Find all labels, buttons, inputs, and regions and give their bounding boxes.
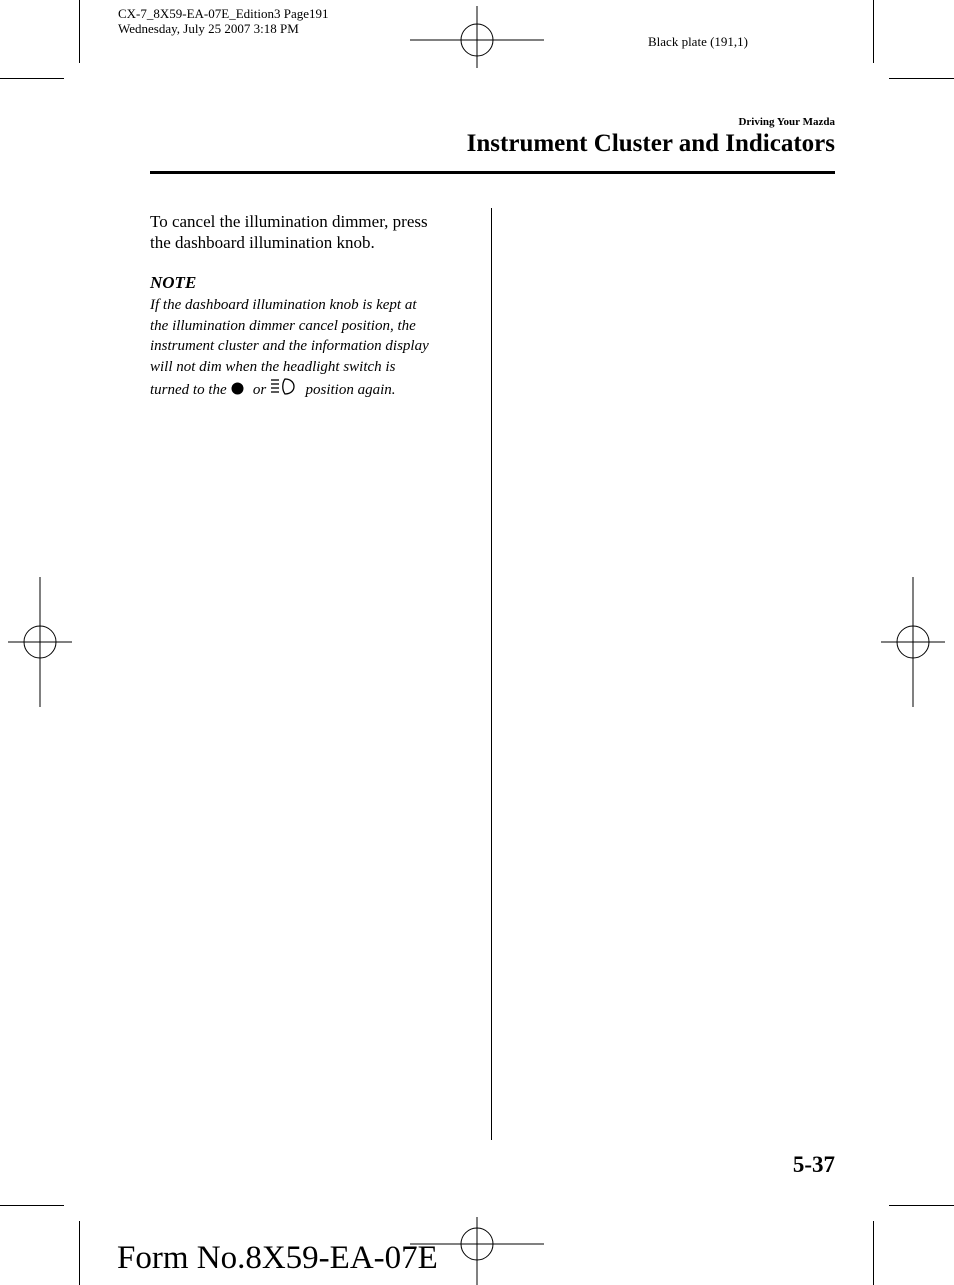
crop-mark: [873, 1221, 874, 1285]
file-info: [118, 6, 329, 36]
crop-mark: [79, 1221, 80, 1285]
body-line: To cancel the illumination dimmer, press: [150, 212, 428, 231]
page-title: Instrument Cluster and Indicators: [466, 130, 835, 157]
note-text-prefix: turned to the: [150, 381, 227, 398]
note-text-or: or: [252, 381, 267, 398]
registration-mark-left: [8, 577, 72, 707]
note-line: will not dim when the headlight switch is: [150, 359, 396, 376]
crop-mark: [889, 78, 954, 79]
crop-mark: [0, 78, 64, 79]
note-line: the illumination dimmer cancel position, the: [150, 317, 416, 334]
note-line: If the dashboard illumination knob is kept at: [150, 297, 417, 313]
note-heading: NOTE: [150, 273, 197, 292]
title-rule: [150, 171, 835, 174]
file-name: CX-7_8X59-EA-07E_Edition3 Page191: [118, 6, 329, 21]
crop-mark: [0, 1205, 64, 1206]
crop-mark: [79, 0, 80, 63]
body-paragraph: [150, 211, 480, 253]
note-line: [150, 378, 480, 401]
plate-label: Black plate (191,1): [648, 34, 748, 49]
registration-mark-top: [410, 6, 544, 68]
note-line: instrument cluster and the information display: [150, 338, 429, 355]
file-timestamp: Wednesday, July 25 2007 3:18 PM: [118, 21, 299, 36]
parking-light-icon: [230, 381, 245, 396]
crop-mark: [889, 1205, 954, 1206]
body-line: the dashboard illumination knob.: [150, 233, 375, 252]
form-number: Form No.8X59-EA-07E: [117, 1240, 438, 1276]
section-label: Driving Your Mazda: [738, 116, 835, 128]
note-text-suffix: position again.: [305, 381, 396, 398]
note-paragraph: [150, 295, 480, 401]
registration-mark-right: [881, 577, 945, 707]
crop-mark: [873, 0, 874, 63]
page-number: 5-37: [792, 1152, 835, 1177]
headlight-icon: [270, 378, 298, 396]
column-divider: [491, 208, 492, 1140]
